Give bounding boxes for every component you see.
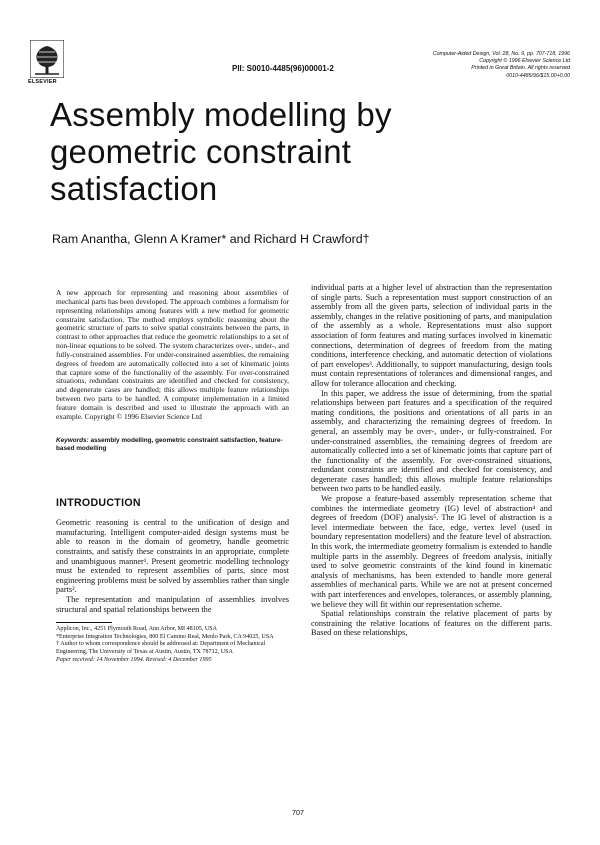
page-number: 707 xyxy=(292,808,304,817)
paragraph: individual parts at a higher level of abstraction than the representation of single parts. Such a representation must support construction of an assembly from all the given parts, selection of individual parts in the assembly, changes in the relative positioning of parts, and manipulation of the assembly as a whole. Representations must also support association of form features and mating surfaces involved in kinematic connections, determination of degrees of freedom from the mating conditions, interference checking, and automatic detection of violations of part envelopes³. Additionally, to support manufacturing, design tools must contain representations of tolerances and dimensional ranges, and allow for tolerance allocation and checking. xyxy=(311,283,552,388)
body-text xyxy=(311,283,552,638)
keywords xyxy=(56,437,289,454)
paragraph: We propose a feature-based assembly representation scheme that combines the intermediate geometry (IG) level of abstraction⁴ and degrees of freedom (DOF) analysis⁵. The IG level of abstraction is a level intermediate between the face, edge, vertex level (used in boundary representation modellers) and the feature level of abstraction. In this work, the intermediate geometry formalism is extended to handle multiple parts in the assembly. Degrees of freedom analysis, initially used to solve geometric constraints of the kind found in kinematic analysis of mechanisms, has been extended to handle more general assemblies of mechanical parts. While we are not at present concerned with part interferences and envelopes, tolerances, or assembly planning, we believe they will fit within our representation scheme. xyxy=(311,494,552,609)
journal-line: Printed in Great Britain. All rights reserved xyxy=(471,65,570,72)
title-line: geometric constraint xyxy=(50,133,352,170)
section-heading: INTRODUCTION xyxy=(56,497,141,510)
journal-line: 0010-4485/96/$15.00+0.00 xyxy=(506,72,570,79)
paragraph: Geometric reasoning is central to the unification of design and manufacturing. Intelligent computer-aided design systems must be able to reason in the domain of geometry, handle geometric constraints, and satisfy these constraints in an appropriate, complete and unambiguous manner¹. Present geometric modelling technology must be extended to represent assemblies of parts, since most engineering problems must be solved by assemblies rather than single parts². xyxy=(56,518,289,595)
paragraph: In this paper, we address the issue of determining, from the spatial relationships between part features and a specification of the required mating conditions, the positions and orientations of all parts in an assembly, and characterizing the remaining degrees of freedom. In general, an assembly may be over-, under-, or fully-constrained. For under-constrained assemblies, the remaining degrees of freedom are automatically collected into a set of kinematic joints that capture part of the functionality of the assembly. For over-constrained situations, redundant constraints are identified and checked for consistency, and degenerate cases handled; this allows multiple feature relationships between two parts to be handled easily. xyxy=(311,388,552,494)
introduction-text xyxy=(56,518,289,614)
pii-code: PII: S0010-4485(96)00001-2 xyxy=(232,64,334,73)
journal-line: Copyright © 1996 Elsevier Science Ltd xyxy=(479,58,570,65)
footnote-divider xyxy=(56,622,112,623)
received-date: Paper received: 14 November 1994. Revised: 4 December 1995 xyxy=(56,656,212,663)
elsevier-tree-icon xyxy=(30,40,64,78)
keywords-text: assembly modelling, geometric constraint satisfaction, feature-based modelling xyxy=(56,436,283,452)
footnote: Applicon, Inc., 4251 Plymouth Road, Ann Arbor, MI 48105, USA xyxy=(56,626,218,633)
abstract: A new approach for representing and reasoning about assemblies of mechanical parts has been developed. The approach combines a formalism for representing relationships among features with a new method for geometric constraint satisfaction. The method employs symbolic reasoning about the geometric structure of parts to solve spatial constraints between the parts, in contrast to other approaches that reduce the geometric relationships to a set of non-linear equations to be solved. The system characterizes over-, under-, and fully-constrained assemblies. For under-constrained assemblies, the remaining degrees of freedom are automatically collected into a set of kinematic joints that capture some of the functionality of the assembly. For over-constrained situations, redundant constraints are identified and checked for consistency, and degenerate cases are handled; this allows multiple feature relationships between two parts to be handled. A computer implementation in a limited feature domain is described and used to illustrate the approach with an example. Copyright © 1996 Elsevier Science Ltd xyxy=(56,288,289,421)
title-line: satisfaction xyxy=(50,170,218,207)
elsevier-logo xyxy=(28,40,68,85)
paragraph: The representation and manipulation of assemblies involves structural and spatial relationships between the xyxy=(56,595,289,614)
left-column xyxy=(56,289,289,664)
footnote: *Enterprise Integration Technologies, 800 El Camino Real, Menlo Park, CA 94025, USA xyxy=(56,633,274,640)
right-column xyxy=(311,283,552,638)
footnotes xyxy=(56,626,289,664)
authors: Ram Anantha, Glenn A Kramer* and Richard H Crawford† xyxy=(52,232,370,246)
footnote: † Author to whom correspondence should be addressed at: Department of Mechanical Engineering, The University of Texas at Austin, Austin, TX 78712, USA xyxy=(56,641,266,655)
keywords-label: Keywords: xyxy=(56,436,89,444)
paper-title xyxy=(50,96,570,207)
journal-info xyxy=(433,51,570,80)
logo-text: ELSEVIER xyxy=(28,79,57,85)
journal-line: Computer-Aided Design, Vol. 28, No. 9, pp. 707-718, 1996 xyxy=(432,51,570,57)
title-line: Assembly modelling by xyxy=(50,96,392,133)
paragraph: Spatial relationships constrain the relative placement of parts by constraining the relative locations of features on the different parts. Based on these relationships, xyxy=(311,609,552,638)
